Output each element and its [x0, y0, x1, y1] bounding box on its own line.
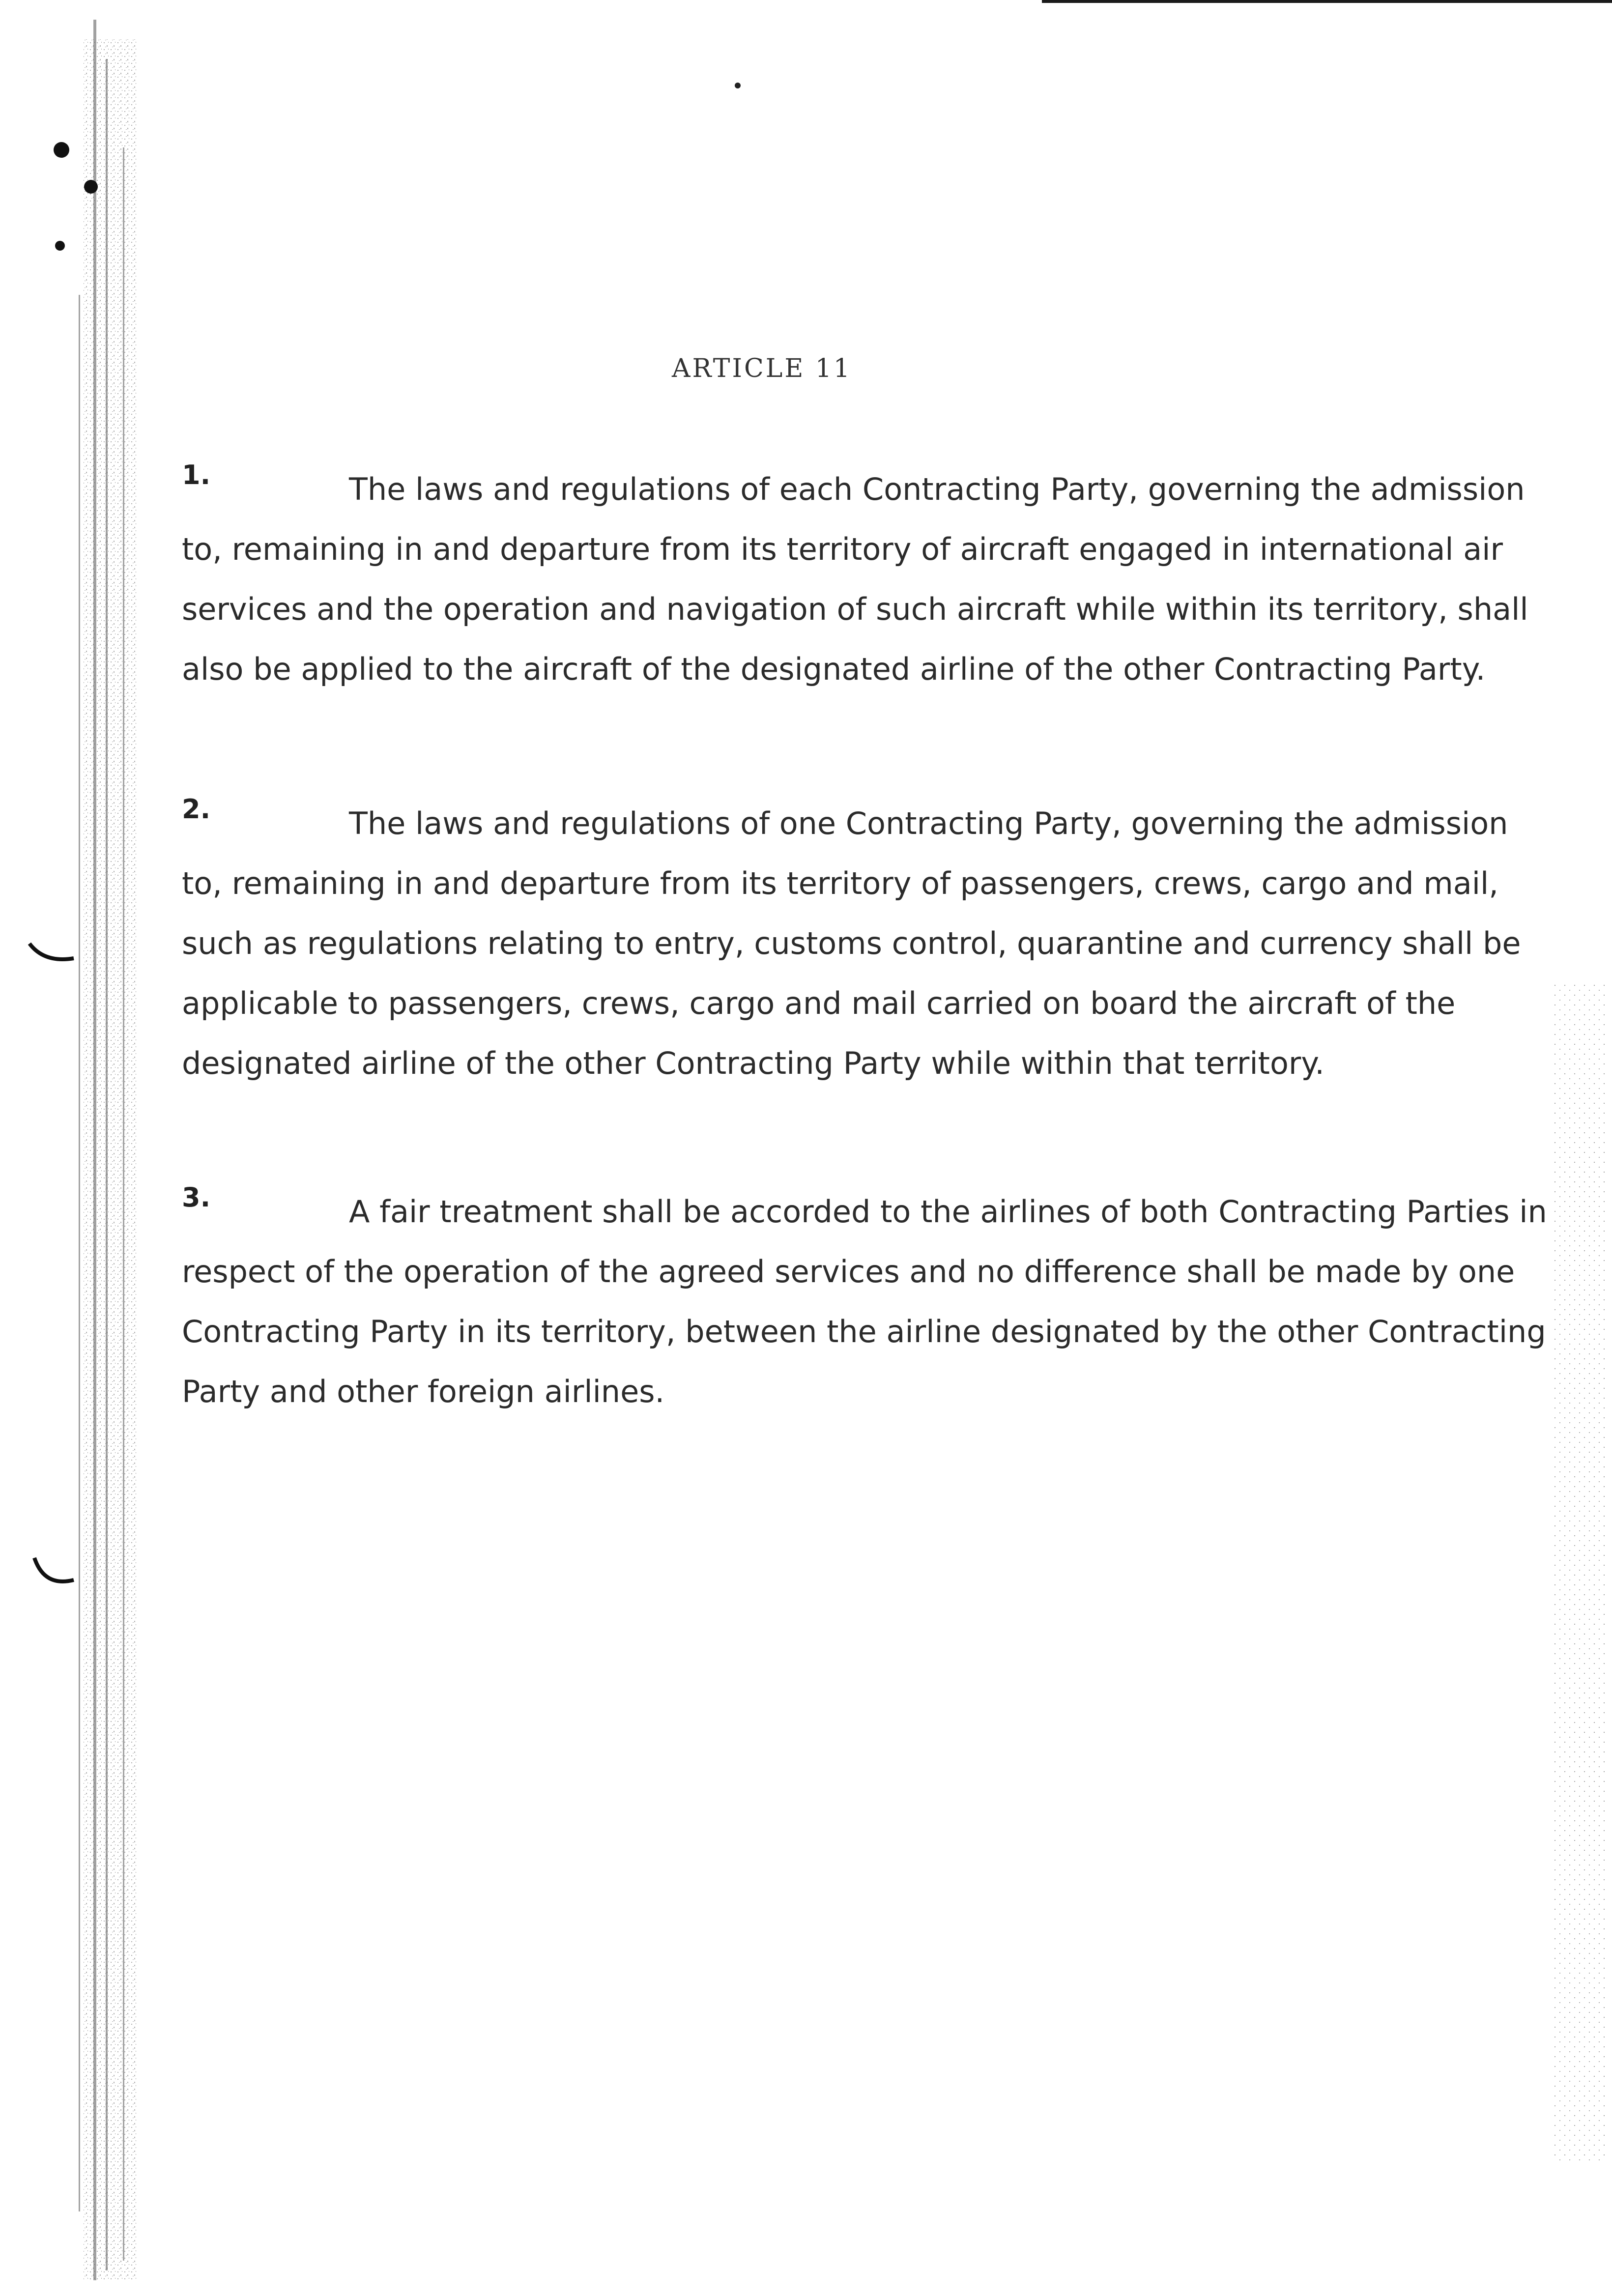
scan-noise-left-edge — [0, 0, 177, 2296]
paragraph-2-number: 2. — [182, 794, 211, 825]
paragraph-2-text: The laws and regulations of one Contracting Party, governing the admission to, remaining in and departure from its territory of passengers, crews, cargo and mail, such as regulations relating to entry, customs control, quarantine and currency shall be applicable to passengers, crews, cargo and mail carried on board the aircraft of the designated airline of the other Contracting Party while within that territory. — [182, 805, 1521, 1081]
paragraph-3-number: 3. — [182, 1182, 211, 1213]
speck-top — [735, 83, 741, 88]
paragraph-3-text: A fair treatment shall be accorded to the airlines of both Contracting Parties in respect of the operation of the agreed services and no difference shall be made by one Contracting Party in its territory, between the airline designated by the other Contracting Party and other foreign airlines. — [182, 1194, 1547, 1409]
article-heading: ARTICLE 11 — [672, 354, 852, 383]
paragraph-1-number: 1. — [182, 459, 211, 490]
paragraph-1 — [182, 459, 1548, 699]
paragraph-1-text: The laws and regulations of each Contracting Party, governing the admission to, remaining in and departure from its territory of aircraft engaged in international air services and the operation and navigation of such aircraft while within its territory, shall also be applied to the aircraft of the designated airline of the other Contracting Party. — [182, 471, 1528, 687]
paragraph-2 — [182, 794, 1548, 1093]
scan-noise-right-edge — [1494, 0, 1612, 2296]
paragraph-3 — [182, 1182, 1548, 1422]
